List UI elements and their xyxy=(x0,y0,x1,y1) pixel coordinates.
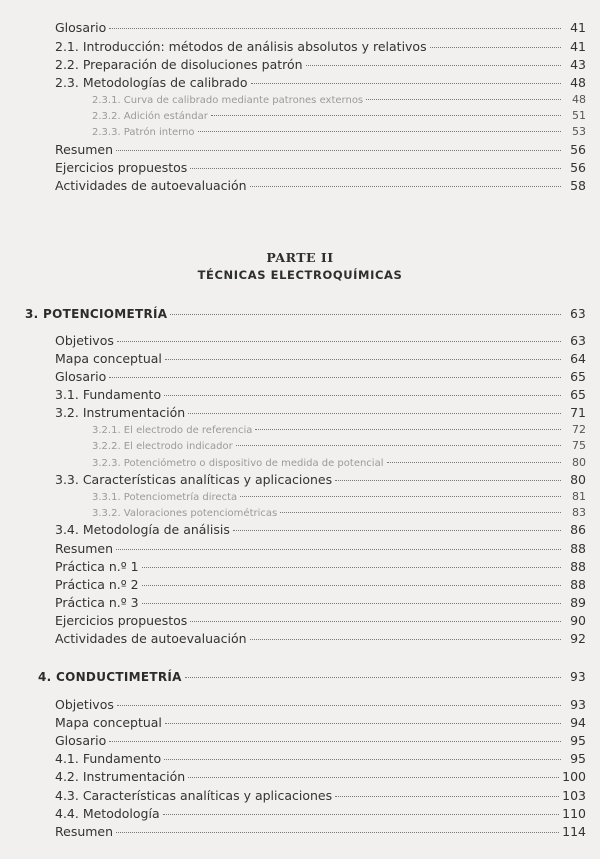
dot-leader xyxy=(255,429,561,430)
toc-entry[interactable] xyxy=(55,142,586,157)
toc-entry-title: Práctica n.º 1 xyxy=(55,559,139,574)
toc-entry[interactable] xyxy=(55,75,586,90)
dot-leader xyxy=(188,413,561,414)
toc-entry-page: 53 xyxy=(572,125,586,138)
toc-entry-title: 2.3.3. Patrón interno xyxy=(92,127,195,138)
dot-leader xyxy=(142,603,561,604)
dot-leader xyxy=(335,480,561,481)
toc-entry-page: 92 xyxy=(570,631,586,646)
toc-entry[interactable] xyxy=(55,387,586,402)
toc-entry-title: Resumen xyxy=(55,824,114,839)
toc-entry-page: 41 xyxy=(570,20,586,35)
toc-entry[interactable] xyxy=(55,351,586,366)
chapter-page: 63 xyxy=(570,307,586,321)
toc-entry-page: 75 xyxy=(572,439,586,452)
toc-entry-title: Glosario xyxy=(55,733,107,748)
dot-leader xyxy=(165,723,561,724)
dot-leader xyxy=(109,741,561,742)
dot-leader xyxy=(198,131,561,132)
chapter-page: 93 xyxy=(570,670,586,684)
toc-entry-title: 4.4. Metodología xyxy=(55,806,160,821)
toc-entry-title: 3.3.2. Valoraciones potenciométricas xyxy=(92,508,278,519)
toc-entry-page: 65 xyxy=(570,369,586,384)
toc-entry[interactable] xyxy=(55,57,586,72)
dot-leader xyxy=(188,777,559,778)
dot-leader xyxy=(236,445,561,446)
toc-entry-page: 88 xyxy=(570,577,586,592)
toc-entry-page: 88 xyxy=(570,559,586,574)
toc-entry-title: 3.3. Características analíticas y aplicaciones xyxy=(55,472,333,487)
toc-entry-title: 4.2. Instrumentación xyxy=(55,769,186,784)
toc-entry-page: 88 xyxy=(570,541,586,556)
toc-entry-title: 4.3. Características analíticas y aplicaciones xyxy=(55,788,333,803)
toc-entry-page: 63 xyxy=(570,333,586,348)
toc-entry-title: 3.4. Metodología de análisis xyxy=(55,522,230,537)
toc-entry-page: 86 xyxy=(570,522,586,537)
toc-entry-page: 64 xyxy=(570,351,586,366)
toc-entry-title: Práctica n.º 3 xyxy=(55,595,139,610)
chapter-heading[interactable] xyxy=(38,670,586,684)
toc-entry-title: Actividades de autoevaluación xyxy=(55,178,247,193)
toc-entry-title: 2.1. Introducción: métodos de análisis absolutos y relativos xyxy=(55,39,427,54)
toc-entry[interactable] xyxy=(55,577,586,592)
toc-entry[interactable] xyxy=(55,522,586,537)
toc-entry-title: Actividades de autoevaluación xyxy=(55,631,247,646)
toc-entry[interactable] xyxy=(55,769,586,784)
toc-entry-title: Resumen xyxy=(55,142,114,157)
part-label: PARTE II xyxy=(266,250,334,265)
toc-entry-title: 3.2. Instrumentación xyxy=(55,405,186,420)
toc-entry-title: Ejercicios propuestos xyxy=(55,613,188,628)
toc-entry-title: Objetivos xyxy=(55,697,114,712)
toc-entry-page: 95 xyxy=(570,733,586,748)
dot-leader xyxy=(387,462,562,463)
toc-entry[interactable] xyxy=(55,559,586,574)
chapter-heading[interactable] xyxy=(25,307,586,321)
dot-leader xyxy=(366,99,561,100)
part-title: TÉCNICAS ELECTROQUÍMICAS xyxy=(197,268,403,282)
dot-leader xyxy=(142,567,561,568)
toc-entry-title: 3.2.2. El electrodo indicador xyxy=(92,441,233,452)
toc-subentry[interactable] xyxy=(92,93,586,106)
dot-leader xyxy=(211,115,561,116)
toc-entry-title: 3.2.1. El electrodo de referencia xyxy=(92,425,253,436)
toc-entry-title: 3.1. Fundamento xyxy=(55,387,162,402)
toc-entry-page: 110 xyxy=(562,806,586,821)
toc-entry[interactable] xyxy=(55,333,586,348)
toc-entry-page: 56 xyxy=(570,142,586,157)
toc-entry-title: Mapa conceptual xyxy=(55,715,162,730)
toc-subentry[interactable] xyxy=(92,506,586,519)
toc-entry-title: 2.2. Preparación de disoluciones patrón xyxy=(55,57,303,72)
toc-entry-page: 51 xyxy=(572,109,586,122)
toc-entry-page: 80 xyxy=(572,456,586,469)
toc-entry-title: 2.3.1. Curva de calibrado mediante patrones externos xyxy=(92,95,364,106)
toc-entry[interactable] xyxy=(55,39,586,54)
toc-entry-title: 4.1. Fundamento xyxy=(55,751,162,766)
dot-leader xyxy=(170,314,561,315)
toc-entry[interactable] xyxy=(55,631,586,646)
dot-leader xyxy=(233,530,561,531)
toc-entry[interactable] xyxy=(55,541,586,556)
toc-entry[interactable] xyxy=(55,178,586,193)
toc-entry-page: 48 xyxy=(570,75,586,90)
toc-entry-page: 103 xyxy=(562,788,586,803)
toc-entry[interactable] xyxy=(55,715,586,730)
dot-leader xyxy=(163,814,560,815)
dot-leader xyxy=(250,186,561,187)
dot-leader xyxy=(109,28,561,29)
toc-entry-page: 65 xyxy=(570,387,586,402)
dot-leader xyxy=(109,377,561,378)
toc-entry-page: 43 xyxy=(570,57,586,72)
dot-leader xyxy=(240,496,561,497)
dot-leader xyxy=(116,832,559,833)
dot-leader xyxy=(190,621,561,622)
toc-entry[interactable] xyxy=(55,472,586,487)
toc-entry[interactable] xyxy=(55,806,586,821)
toc-entry[interactable] xyxy=(55,369,586,384)
toc-entry-page: 90 xyxy=(570,613,586,628)
toc-entry[interactable] xyxy=(55,697,586,712)
toc-subentry[interactable] xyxy=(92,423,586,436)
toc-entry[interactable] xyxy=(55,160,586,175)
dot-leader xyxy=(116,150,561,151)
dot-leader xyxy=(165,359,561,360)
toc-entry-title: 2.3.2. Adición estándar xyxy=(92,111,208,122)
toc-entry-page: 114 xyxy=(562,824,586,839)
dot-leader xyxy=(164,395,561,396)
toc-entry[interactable] xyxy=(55,595,586,610)
toc-entry-title: Ejercicios propuestos xyxy=(55,160,188,175)
dot-leader xyxy=(430,47,561,48)
toc-entry-title: 3.3.1. Potenciometría directa xyxy=(92,492,238,503)
dot-leader xyxy=(251,83,562,84)
toc-entry-page: 71 xyxy=(570,405,586,420)
toc-subentry[interactable] xyxy=(92,125,586,138)
toc-entry[interactable] xyxy=(55,405,586,420)
toc-entry-page: 93 xyxy=(570,697,586,712)
toc-entry[interactable] xyxy=(55,751,586,766)
toc-entry-title: Glosario xyxy=(55,20,107,35)
toc-subentry[interactable] xyxy=(92,439,586,452)
toc-entry-title: Glosario xyxy=(55,369,107,384)
toc-entry[interactable] xyxy=(55,20,586,35)
toc-entry-page: 48 xyxy=(572,93,586,106)
toc-subentry[interactable] xyxy=(92,109,586,122)
toc-entry-page: 81 xyxy=(572,490,586,503)
toc-entry-title: 2.3. Metodologías de calibrado xyxy=(55,75,248,90)
dot-leader xyxy=(280,512,561,513)
toc-entry-page: 95 xyxy=(570,751,586,766)
toc-entry-page: 80 xyxy=(570,472,586,487)
toc-entry[interactable] xyxy=(55,824,586,839)
dot-leader xyxy=(335,796,559,797)
dot-leader xyxy=(117,341,561,342)
toc-entry[interactable] xyxy=(55,733,586,748)
chapter-title: 4. CONDUCTIMETRÍA xyxy=(38,670,182,684)
toc-subentry[interactable] xyxy=(92,490,586,503)
dot-leader xyxy=(164,759,561,760)
toc-entry-title: Resumen xyxy=(55,541,114,556)
toc-entry-page: 56 xyxy=(570,160,586,175)
toc-entry-title: 3.2.3. Potenciómetro o dispositivo de medida de potencial xyxy=(92,458,384,469)
dot-leader xyxy=(250,639,561,640)
toc-entry-page: 58 xyxy=(570,178,586,193)
dot-leader xyxy=(185,677,561,678)
toc-entry-page: 94 xyxy=(570,715,586,730)
toc-entry-title: Objetivos xyxy=(55,333,114,348)
toc-entry-page: 41 xyxy=(570,39,586,54)
toc-entry-title: Práctica n.º 2 xyxy=(55,577,139,592)
toc-entry-page: 72 xyxy=(572,423,586,436)
chapter-title: 3. POTENCIOMETRÍA xyxy=(25,307,168,321)
toc-entry-title: Mapa conceptual xyxy=(55,351,162,366)
dot-leader xyxy=(116,549,561,550)
dot-leader xyxy=(190,168,561,169)
toc-entry-page: 83 xyxy=(572,506,586,519)
toc-entry-page: 89 xyxy=(570,595,586,610)
dot-leader xyxy=(306,65,561,66)
toc-entry-page: 100 xyxy=(562,769,586,784)
toc-entry[interactable] xyxy=(55,788,586,803)
toc-entry[interactable] xyxy=(55,613,586,628)
toc-subentry[interactable] xyxy=(92,456,586,469)
dot-leader xyxy=(142,585,561,586)
dot-leader xyxy=(117,705,561,706)
